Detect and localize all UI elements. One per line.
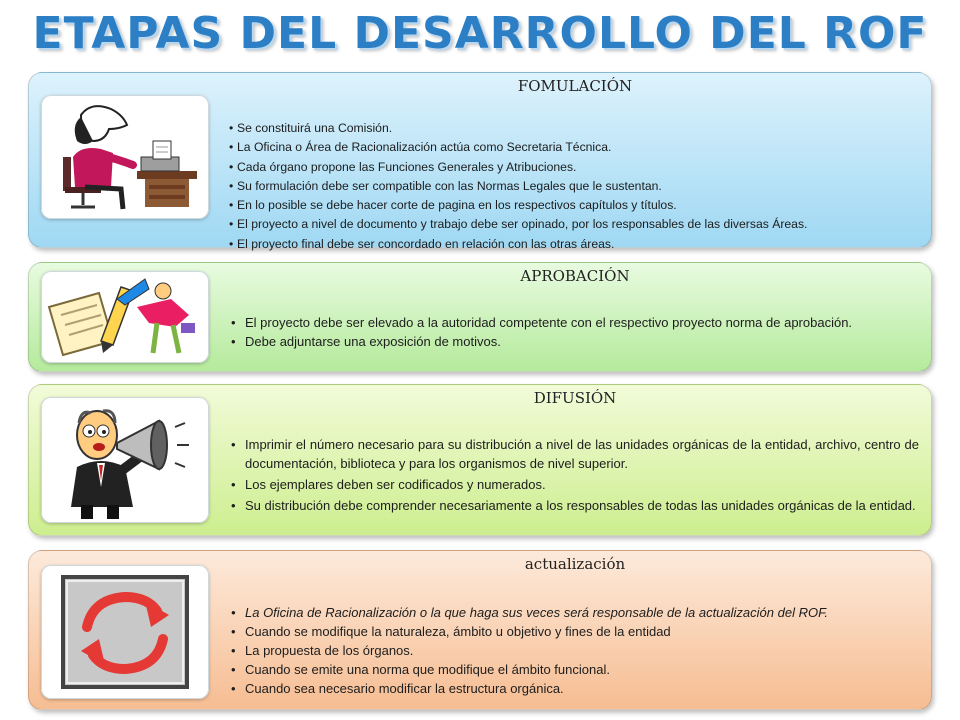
stage-title: actualización [524,555,626,573]
list-item: • La propuesta de los órganos. [229,641,919,660]
stage-title: DIFUSIÓN [533,389,617,407]
list-item: • Cada órgano propone las Funciones Generales y Atribuciones. [229,158,919,177]
list-item: • El proyecto a nivel de documento y trabajo debe ser opinado, por los responsables de las diversas Áreas. [229,215,919,234]
list-item: • Imprimir el número necesario para su distribución a nivel de las unidades orgánicas de la entidad, archivo, centro de documentación, biblioteca y para los organismos de nivel superior. [229,435,919,473]
pen-signing-document-icon [41,271,209,363]
stage-illustration [41,95,209,219]
stage-illustration [41,565,209,699]
list-item: • La Oficina o Área de Racionalización actúa como Secretaria Técnica. [229,138,919,157]
list-item: • Cuando se modifique la naturaleza, ámbito u objetivo y fines de la entidad [229,622,919,641]
man-with-megaphone-icon [41,397,209,523]
stage-actualizacion [28,550,932,710]
list-item: • El proyecto final debe ser concordado en relación con las otras áreas. [229,235,919,254]
list-item: • Se constituirá una Comisión. [229,119,919,138]
person-typing-at-desk-icon [41,95,209,219]
refresh-arrows-icon [41,565,209,699]
stage-illustration [41,397,209,523]
list-item: • Los ejemplares deben ser codificados y numerados. [229,475,919,494]
stage-title: FOMULACIÓN [517,77,633,95]
list-item: • Su formulación debe ser compatible con las Normas Legales que le sustentan. [229,177,919,196]
list-item: • Cuando se emite una norma que modifique el ámbito funcional. [229,660,919,679]
list-item: • El proyecto debe ser elevado a la autoridad competente con el respectivo proyecto norma de aprobación. [229,313,919,332]
stage-difusion [28,384,932,536]
stage-title: APROBACIÓN [520,267,630,285]
bullet-list [229,603,919,698]
page-title: ETAPAS DEL DESARROLLO DEL ROF [32,8,928,59]
list-item: • Su distribución debe comprender necesariamente a los responsables de todas las unidades orgánicas de la entidad. [229,496,919,515]
list-item: • En lo posible se debe hacer corte de pagina en los respectivos capítulos y títulos. [229,196,919,215]
bullet-list [229,119,919,254]
list-item: • La Oficina de Racionalización o la que haga sus veces será responsable de la actualización del ROF. [229,603,919,622]
stage-aprobacion [28,262,932,372]
stage-illustration [41,271,209,363]
list-item: • Debe adjuntarse una exposición de motivos. [229,332,919,351]
stage-formulacion [28,72,932,251]
bullet-list [229,435,919,517]
bullet-list [229,313,919,351]
list-item: • Cuando sea necesario modificar la estructura orgánica. [229,679,919,698]
